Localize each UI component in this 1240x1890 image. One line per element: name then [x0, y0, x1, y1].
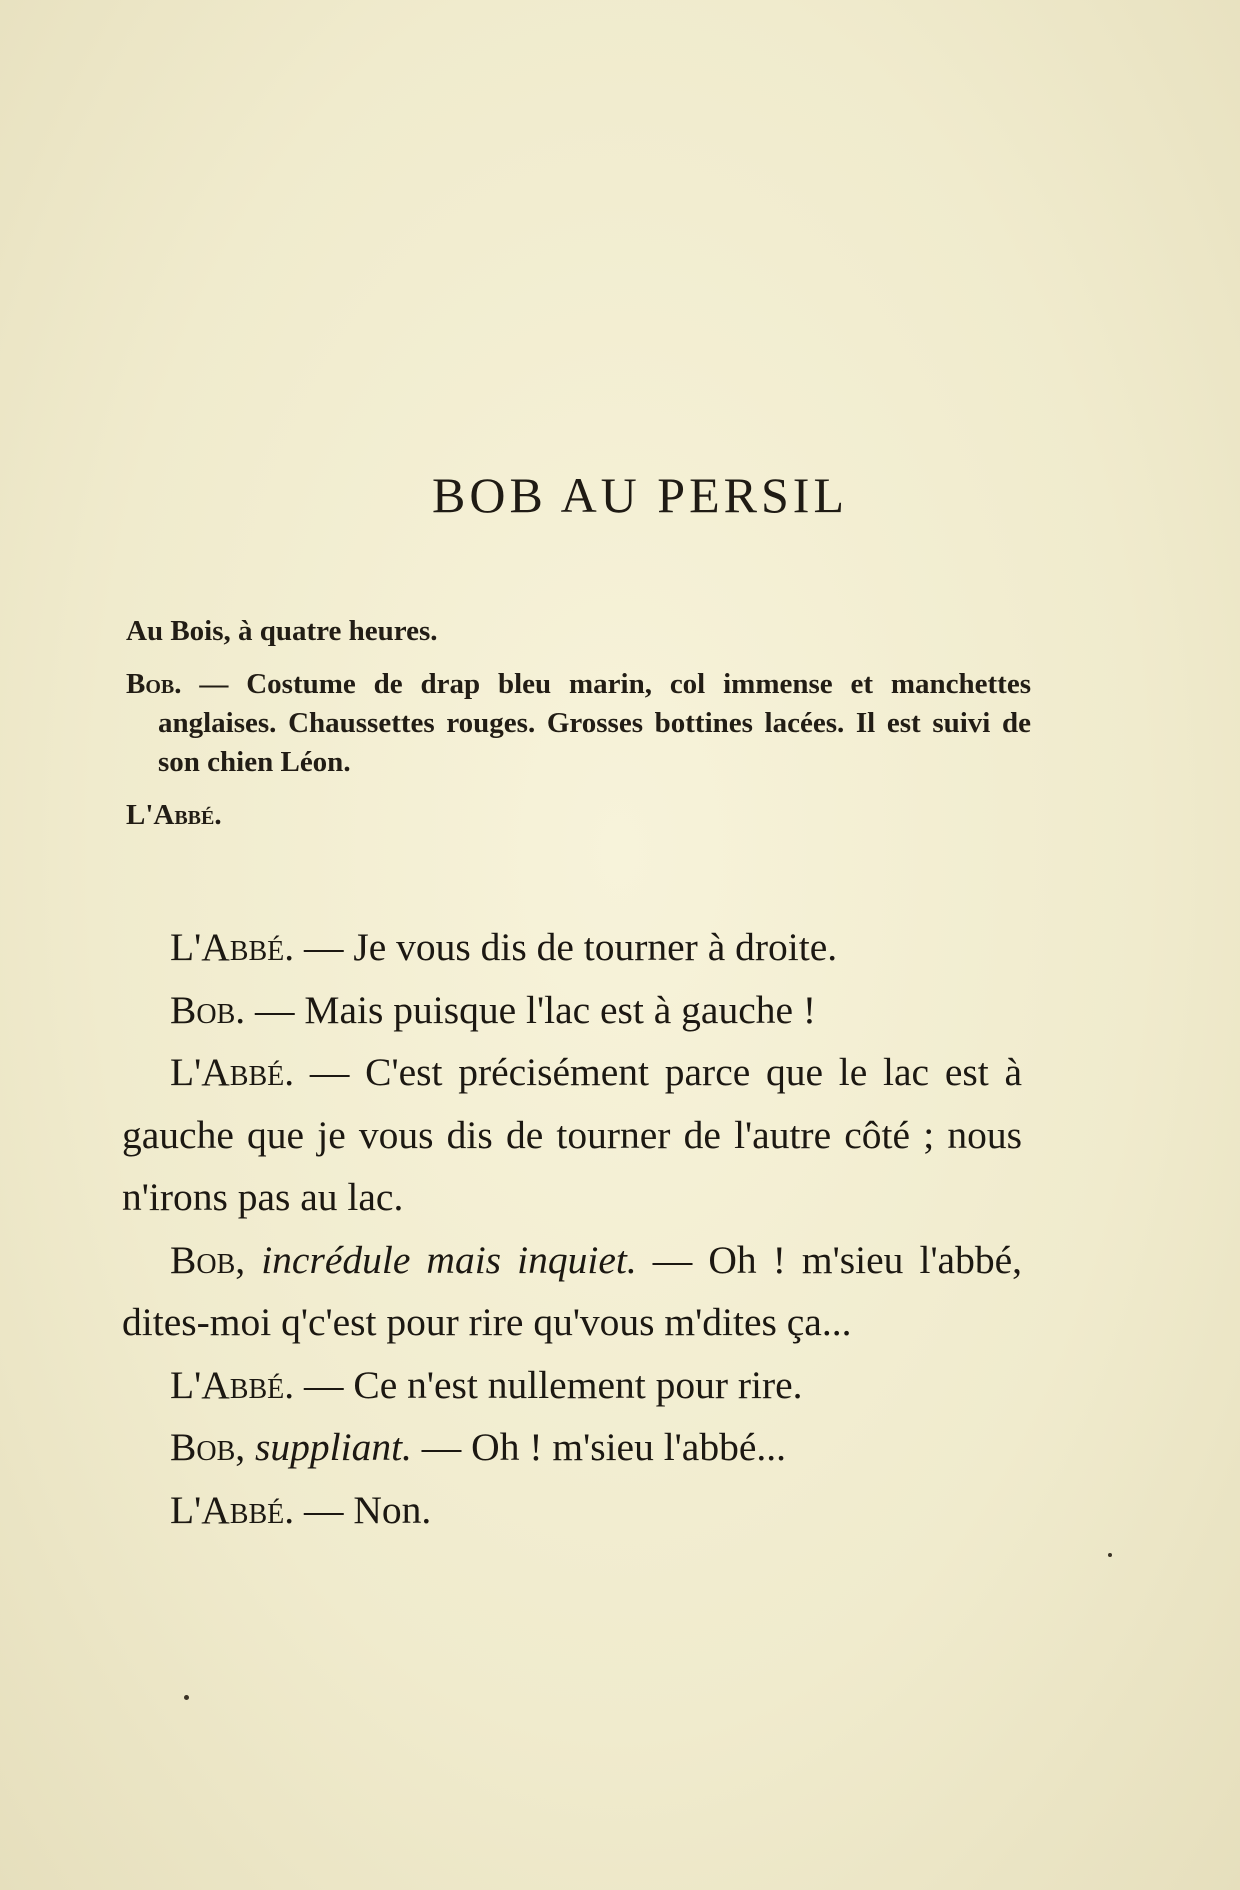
cast-entry-abbe: [126, 796, 1031, 835]
chapter-title: BOB AU PERSIL: [432, 466, 848, 523]
dialogue-text: — Non.: [294, 1487, 432, 1532]
dialogue-text: — Mais puisque l'lac est à gauche !: [245, 987, 817, 1032]
paper-speck: [1108, 1553, 1112, 1557]
dialogue-line: [122, 1479, 1022, 1542]
speaker-name: L'Abbé.: [170, 1487, 295, 1532]
cast-bob-name: Bob.: [126, 668, 182, 700]
paper-speck: [184, 1695, 189, 1700]
speaker-name: L'Abbé.: [170, 925, 295, 969]
stage-direction: incrédule mais inquiet.: [245, 1237, 637, 1282]
speaker-name: Bob.: [170, 987, 246, 1032]
dialogue-text: — Oh ! m'sieu l'abbé, dites-moi q'c'est pour rire qu'vous m'dites ça...: [122, 1237, 1022, 1344]
stage-direction: suppliant.: [245, 1425, 412, 1469]
dialogue-block: [122, 916, 1022, 1541]
cast-list: [126, 612, 1031, 849]
cast-abbe-name: L'Abbé.: [126, 799, 222, 831]
dialogue-line: [122, 1041, 1022, 1229]
dialogue-line: [122, 1229, 1022, 1354]
speaker-name: L'Abbé.: [170, 1050, 295, 1094]
dialogue-line: [122, 1416, 1022, 1479]
cast-bob-description: — Costume de drap bleu marin, col immense et manchettes anglaises. Chaussettes rouges. Grosses bottines lacées. Il est suivi de son chien Léon.: [158, 668, 1031, 778]
dialogue-line: [122, 916, 1022, 979]
cast-entry-bob: [126, 665, 1031, 782]
dialogue-line: [122, 1354, 1022, 1417]
setting-line: Au Bois, à quatre heures.: [126, 615, 438, 647]
dialogue-text: — C'est précisément parce que le lac est à gauche que je vous dis de tourner de l'autre côté ; nous n'irons pas au lac.: [122, 1050, 1022, 1219]
speaker-name: Bob,: [170, 1425, 246, 1469]
dialogue-text: — Je vous dis de tourner à droite.: [294, 925, 838, 969]
dialogue-text: — Oh ! m'sieu l'abbé...: [411, 1425, 786, 1469]
speaker-name: L'Abbé.: [170, 1362, 295, 1407]
dialogue-text: — Ce n'est nullement pour rire.: [294, 1362, 803, 1407]
dialogue-line: [122, 979, 1022, 1042]
speaker-name: Bob,: [170, 1237, 246, 1282]
